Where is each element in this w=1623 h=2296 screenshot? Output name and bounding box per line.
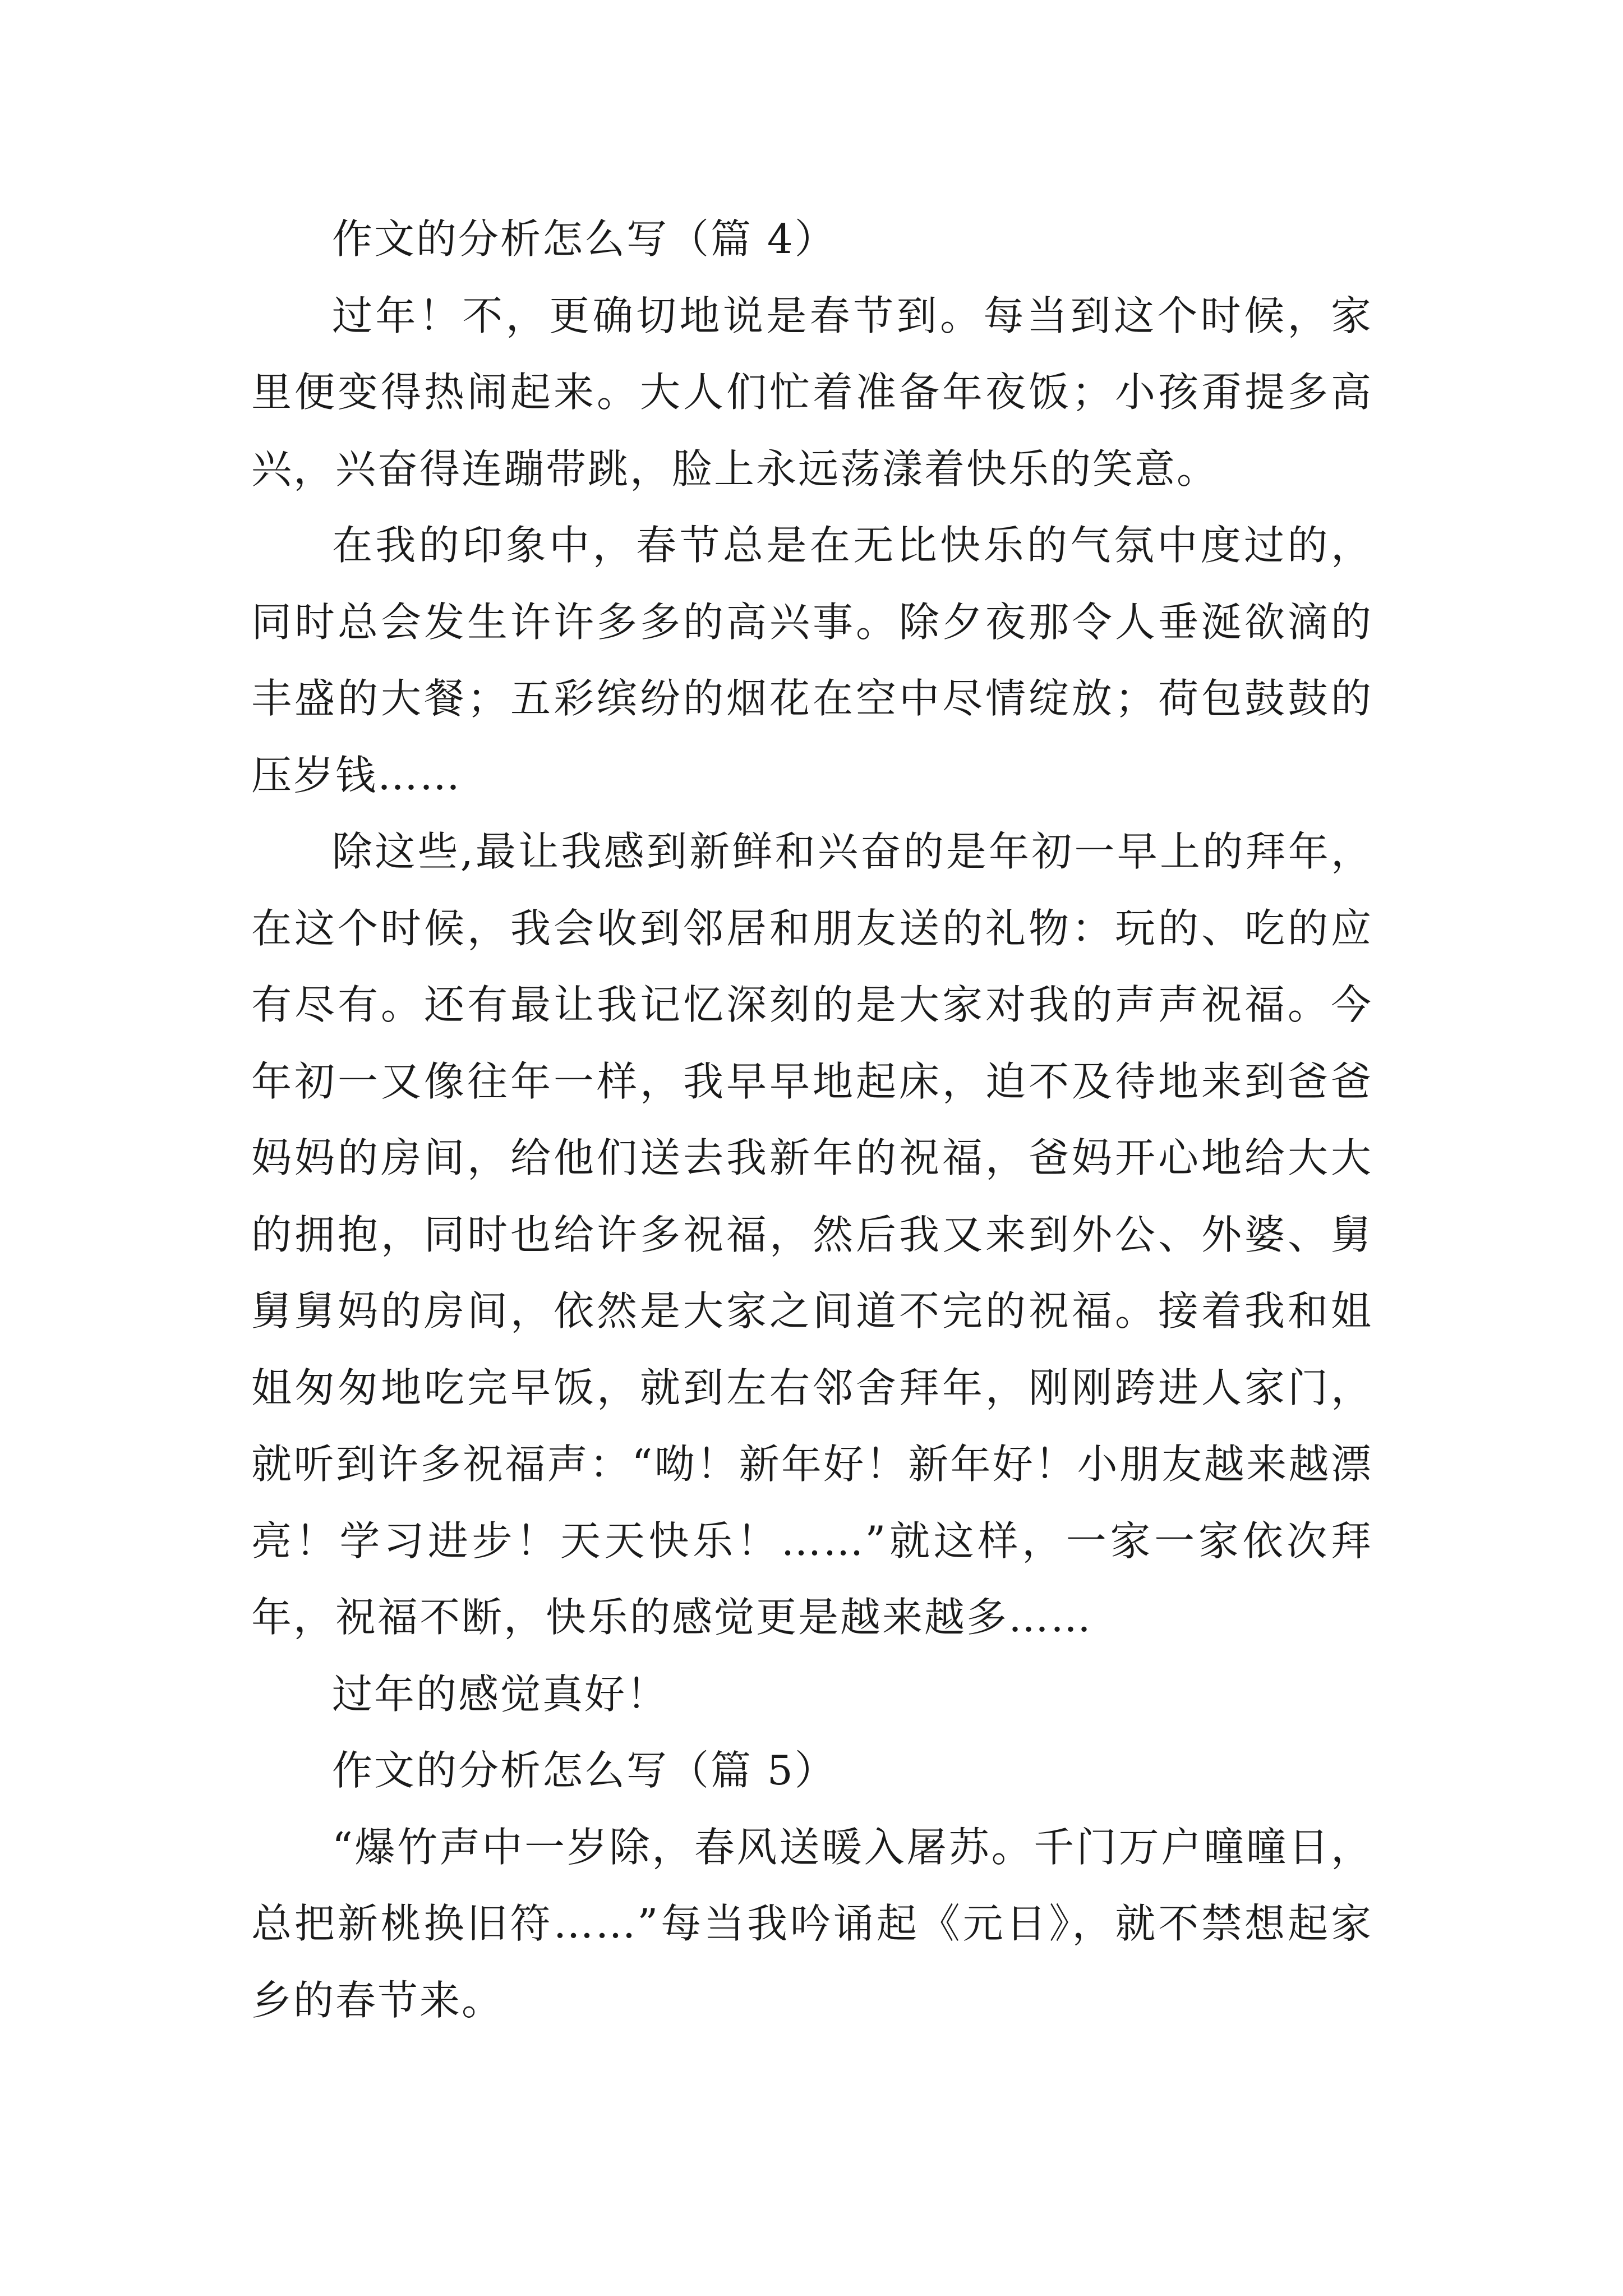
paragraph: 除这些,最让我感到新鲜和兴奋的是年初一早上的拜年，在这个时候，我会收到邻居和朋友送的礼物：玩的、吃的应有尽有。还有最让我记忆深刻的是大家对我的声声祝福。今年初一又像往年一样，我早早地起床，迫不及待地来到爸爸妈妈的房间，给他们送去我新年的祝福，爸妈开心地给大大的拥抱，同时也给许多祝福，然后我又来到外公、外婆、舅舅舅妈的房间，依然是大家之间道不完的祝福。接着我和姐姐匆匆地吃完早饭，就到左右邻舍拜年，刚刚跨进人家门，就听到许多祝福声：“呦！新年好！新年好！小朋友越来越漂亮！学习进步！天天快乐！……”就这样，一家一家依次拜年，祝福不断，快乐的感觉更是越来越多……: [251, 828, 1373, 1641]
section-heading-5: 作文的分析怎么写（篇 5）: [332, 1747, 837, 1794]
paragraph: “爆竹声中一岁除，春风送暖入屠苏。千门万户曈曈日，总把新桃换旧符……”每当我吟诵起《元日》，就不禁想起家乡的春节来。: [251, 1823, 1373, 2024]
document-body: [251, 201, 1373, 2039]
paragraph: 过年！不，更确切地说是春节到。每当到这个时候，家里便变得热闹起来。大人们忙着准备年夜饭；小孩甭提多高兴，兴奋得连蹦带跳，脸上永远荡漾着快乐的笑意。: [251, 292, 1373, 493]
paragraph: 过年的感觉真好！: [332, 1670, 669, 1718]
paragraph: 在我的印象中，春节总是在无比快乐的气氛中度过的，同时总会发生许许多多的高兴事。除夕夜那令人垂涎欲滴的丰盛的大餐；五彩缤纷的烟花在空中尽情绽放；荷包鼓鼓的压岁钱……: [251, 522, 1373, 799]
section-heading-4: 作文的分析怎么写（篇 4）: [332, 215, 837, 263]
